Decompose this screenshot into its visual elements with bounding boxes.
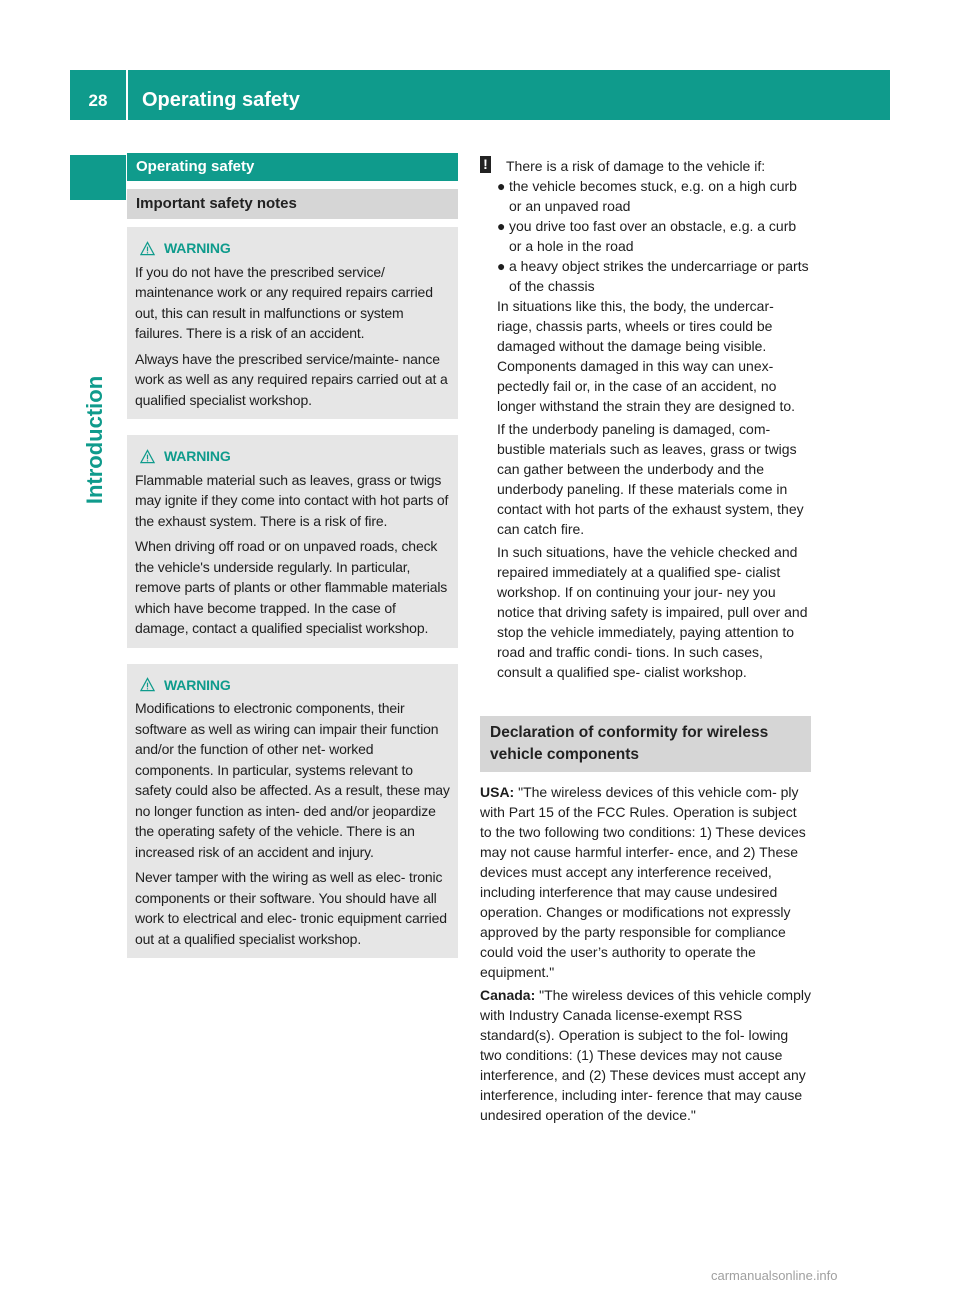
usa-paragraph: USA: "The wireless devices of this vehicle com- ply with Part 15 of the FCC Rules. Operation is subject to the two following two conditions: 1) These devices may not cause harmful interfer- ence, and 2) These devices must accept any interference received, including interference that may cause undesired operation. Changes or modifications not expressly approved by the party responsible for compliance could void the user’s authority to operate the equipment." — [480, 784, 806, 980]
warning-text: Always have the prescribed service/mainte- nance work as well as any required repairs carried out at a qualified specialist workshop. — [135, 350, 448, 408]
body-paragraph: In situations like this, the body, the undercar- riage, chassis parts, wheels or tires could be damaged without the damage being visible. Components damaged in this way can unex- pectedly fail or, in the case of an accident, no longer withstand the strain they are designed to. — [497, 298, 796, 414]
chapter-tab — [84, 360, 106, 520]
side-tab-marker — [70, 155, 126, 200]
warning-title: WARNING — [164, 676, 231, 693]
page-number: 28 — [88, 91, 108, 110]
warning-title: WARNING — [164, 448, 231, 464]
warning-box-1 — [127, 227, 458, 419]
warning-text: If you do not have the prescribed service/ maintenance work or any required repairs carried out, this can result in malfunctions or system failures. There is a risk of an accident. — [135, 263, 433, 341]
exclamation-icon: ! — [480, 156, 491, 173]
bullet-icon: ● — [497, 178, 506, 194]
warning-title: WARNING — [164, 240, 231, 256]
body-paragraph: If the underbody paneling is damaged, com- bustible materials such as leaves, grass or twigs can gather between the underbody and the underbody paneling. If these materials come in contact with hot parts of the exhaust system, they can catch fire. — [497, 421, 804, 537]
right-column — [480, 156, 811, 1125]
left-column — [127, 153, 458, 958]
caution-intro: There is a risk of damage to the vehicle if: — [506, 158, 766, 174]
warning-box-2 — [127, 435, 458, 648]
canada-paragraph: Canada: "The wireless devices of this vehicle comply with Industry Canada license-exempt RSS standard(s). Operation is subject to the fol- lowing two conditions: (1) These devices may not cause interference, and (2) These devices must accept any interference, including inter- ference that may cause undesired operation of the device." — [480, 987, 811, 1123]
page-title: Operating safety — [142, 89, 300, 111]
list-item: ● you drive too fast over an obstacle, e.g. a curb or a hole in the road — [497, 218, 797, 254]
bullet-icon: ● — [497, 258, 506, 274]
warning-text: Never tamper with the wiring as well as elec- tronic components or their software. You should have all work to electrical and elec- tronic equipment carried out at a qualified specialist workshop. — [135, 869, 447, 947]
list-item: ● the vehicle becomes stuck, e.g. on a high curb or an unpaved road — [497, 178, 797, 214]
chapter-tab-label: Introduction — [82, 375, 107, 505]
warning-triangle-icon — [140, 677, 155, 692]
warning-text: Modifications to electronic components, their software as well as wiring can impair their function and/or the function of other net- worked components. In particular, systems relevant to safety could also be affected. As a result, these may no longer function as inten- ded and/or jeopardize the operating safety of the vehicle. There is an increased risk of an accident and injury. — [135, 700, 450, 860]
bullet-icon: ● — [497, 218, 506, 234]
warning-triangle-icon — [140, 241, 155, 256]
warning-box-3 — [127, 664, 458, 959]
subsection-heading: Important safety notes — [127, 189, 458, 219]
caution-note — [480, 156, 811, 176]
body-paragraph: In such situations, have the vehicle checked and repaired immediately at a qualified spe- cialist workshop. If on continuing your jour- ney you notice that driving safety is impaired, pull over and stop the vehicle immediately, paying attention to road and traffic condi- tions. In such cases, consult a qualified spe- cialist workshop. — [497, 544, 808, 680]
declaration-heading: Declaration of conformity for wireless vehicle components — [480, 716, 811, 772]
caution-bullets — [497, 176, 811, 296]
page-header — [70, 70, 890, 120]
list-item: ● a heavy object strikes the undercarriage or parts of the chassis — [497, 258, 809, 294]
usa-label: USA: — [480, 784, 515, 800]
header-divider — [126, 70, 128, 120]
canada-label: Canada: — [480, 987, 536, 1003]
warning-triangle-icon — [140, 449, 155, 464]
warning-text: When driving off road or on unpaved roads, check the vehicle's underside regularly. In particular, remove parts of plants or other flammable materials which have become trapped. In the case of damage, contact a qualified specialist workshop. — [135, 538, 448, 636]
section-heading: Operating safety — [127, 153, 458, 181]
watermark: carmanualsonline.info — [711, 1268, 838, 1283]
warning-text: Flammable material such as leaves, grass or twigs may ignite if they come into contact with hot parts of the exhaust system. There is a risk of fire. — [135, 471, 449, 529]
